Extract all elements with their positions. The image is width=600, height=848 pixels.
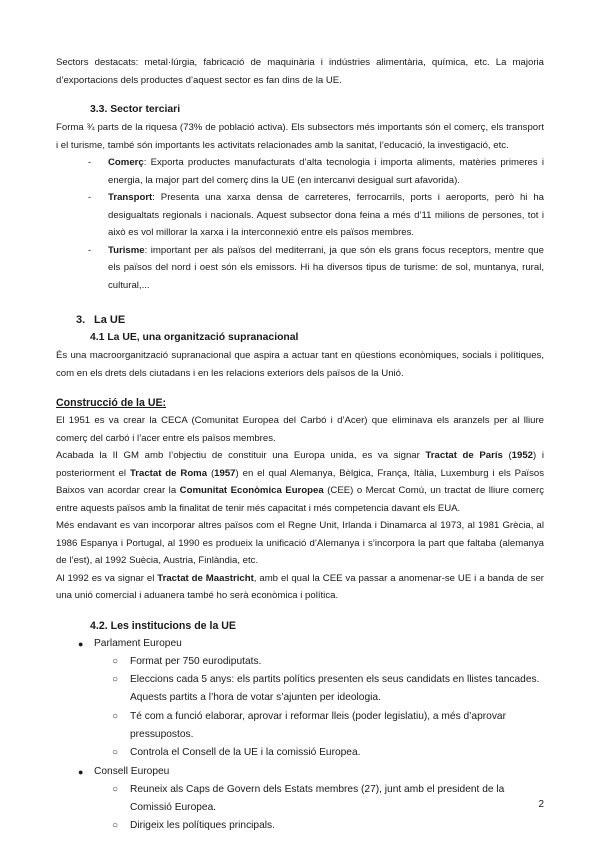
list-item [94, 653, 544, 671]
section-title: La UE [94, 314, 126, 326]
text-run: ( [502, 450, 512, 461]
institution-parlament [56, 635, 544, 763]
filled-bullet-icon: ● [78, 638, 84, 649]
construction-heading: Construcció de la UE: [56, 397, 167, 409]
point-text: Controla el Consell de la UE i la comissió Europea. [130, 747, 361, 759]
treaty-rome: Tractat de Roma [129, 467, 208, 479]
list-item [94, 817, 544, 835]
construction-paragraph-4 [56, 570, 544, 605]
open-bullet-icon: ○ [112, 674, 119, 686]
year-1952: 1952 [511, 450, 534, 461]
term: Comerç [108, 157, 144, 168]
cee-name: Comunitat Econòmica Europea [179, 485, 324, 496]
institution-points [94, 653, 544, 763]
section-3-heading [56, 311, 544, 329]
tertiary-subsectors-list [56, 154, 544, 294]
institutions-list [56, 635, 544, 836]
treaty-maastricht: Tractat de Maastricht [157, 572, 254, 584]
list-item [94, 708, 544, 745]
text-run: Acabada la II GM amb l’objectiu de constituir una Europa unida, es va signar [56, 450, 426, 461]
document-page [56, 54, 544, 836]
point-text: Format per 750 eurodiputats. [130, 655, 262, 667]
open-bullet-icon: ○ [112, 820, 119, 832]
section-3-3-paragraph: Forma ¾ parts de la riquesa (73% de població activa). Els subsectors més importants són el comerç, els transport i el turisme, també són importants les activitats relacionades amb la sanitat, l’educació, la investigació, etc. [56, 122, 544, 151]
text-run: ) en el qual Alemanya, Bèlgica, França, Itàlia, Luxemburg i els Països Baixos van acordar crear la [56, 467, 544, 496]
section-number: 3. [76, 314, 86, 326]
list-item [90, 242, 544, 295]
point-text: Té com a funció elaborar, aprovar i reformar lleis (poder legislatiu), a més d’aprovar pressupostos. [130, 710, 506, 740]
list-item [90, 189, 544, 242]
list-item [90, 154, 544, 189]
section-4-2-heading: 4.2. Les institucions de la UE [90, 619, 237, 632]
open-bullet-icon: ○ [112, 655, 119, 667]
treaty-paris: Tractat de París [425, 450, 503, 461]
open-bullet-icon: ○ [112, 783, 119, 795]
text-run: Al 1992 es va signar el [56, 572, 158, 584]
institution-points [94, 781, 544, 836]
intro-paragraph: Sectors destacats: metal·lúrgia, fabricació de maquinària i indústries alimentària, química, etc. La majoria d’exportacions dels productes d’aquest sector es fan dins de la UE. [56, 57, 544, 86]
open-bullet-icon: ○ [112, 710, 119, 722]
page-number: 2 [538, 799, 544, 810]
point-text: Dirigeix les polítiques principals. [130, 820, 275, 832]
term: Transport [108, 192, 153, 203]
open-bullet-icon: ○ [112, 747, 119, 759]
section-4-1-paragraph: És una macroorganització supranacional que aspira a actuar tant en qüestions econòmiques, socials i polítiques, com en els drets dels ciutadans i en les relacions exteriors dels països de la Unió. [56, 350, 544, 379]
filled-bullet-icon: ● [78, 766, 84, 777]
list-item [94, 671, 544, 708]
text-run: ) i posteriorment el [56, 450, 544, 479]
section-3-3-heading: 3.3. Sector terciari [90, 104, 181, 115]
institution-name: Parlament Europeu [94, 637, 182, 649]
construction-paragraph-2 [56, 447, 544, 517]
point-text: Eleccions cada 5 anys: els partits polítics presenten els seus candidats en llistes tancades. Aquests partits a l’hora de votar s’ajunten per ideologia. [130, 674, 540, 704]
list-item [94, 781, 544, 818]
section-4-1-heading: 4.1 La UE, una organització supranacional [90, 332, 299, 343]
institution-name: Consell Europeu [94, 765, 170, 777]
construction-paragraph-1: El 1951 es va crear la CECA (Comunitat Europea del Carbó i d’Acer) que eliminava els aranzels per al lliure comerç del carbó i l’acer entre els països membres. [56, 415, 544, 444]
text-run: , amb el qual la CEE va passar a anomenar-se UE i a banda de ser una unió comercial i aduanera també ho serà econòmica i política. [56, 572, 544, 601]
list-item [94, 744, 544, 762]
text-run: ( [207, 467, 215, 479]
text-run: (CEE) o Mercat Comú, un tractat de lliure comerç entre aquests països amb la finalitat de tenir més capacitat i més competencia davant els EUA. [56, 485, 545, 514]
construction-paragraph-3: Més endavant es van incorporar altres països com el Regne Unit, Irlanda i Dinamarca al 1973, al 1981 Grècia, al 1986 Espanya i Portugal, al 1990 es produeix la unificació d’Alemanya i s’incorpora la part que faltaba (alemanya de l’est), al 1992 Suècia, Austria, Finlàndia, etc. [56, 520, 544, 566]
term-text: : Presenta una xarxa densa de carreteres, ferrocarrils, ports i aeroports, però hi ha desigualtats regionals i nacionals. Aquest subsector dona feina a més d’11 milions de persones, tot i això es vol millorar la xarxa i la interconnexió entre els països membres. [108, 192, 544, 238]
term: Turisme [108, 244, 145, 256]
year-1957: 1957 [214, 467, 236, 479]
point-text: Reuneix als Caps de Govern dels Estats membres (27), junt amb el president de la Comissió Europea. [130, 783, 505, 814]
term-text: : Exporta productes manufacturats d’alta tecnologia i importa aliments, matèries primeres i energia, la major part del comerç dins la UE (en intercanvi desigual surt afavorida). [108, 157, 544, 186]
institution-consell [56, 763, 544, 836]
term-text: : important per als països del mediterrani, ja que són els grans focus receptors, mentre que els països del nord i oest són els emissors. Hi ha diversos tipus de turisme: de sol, muntanya, rural, cultural,... [108, 244, 544, 291]
